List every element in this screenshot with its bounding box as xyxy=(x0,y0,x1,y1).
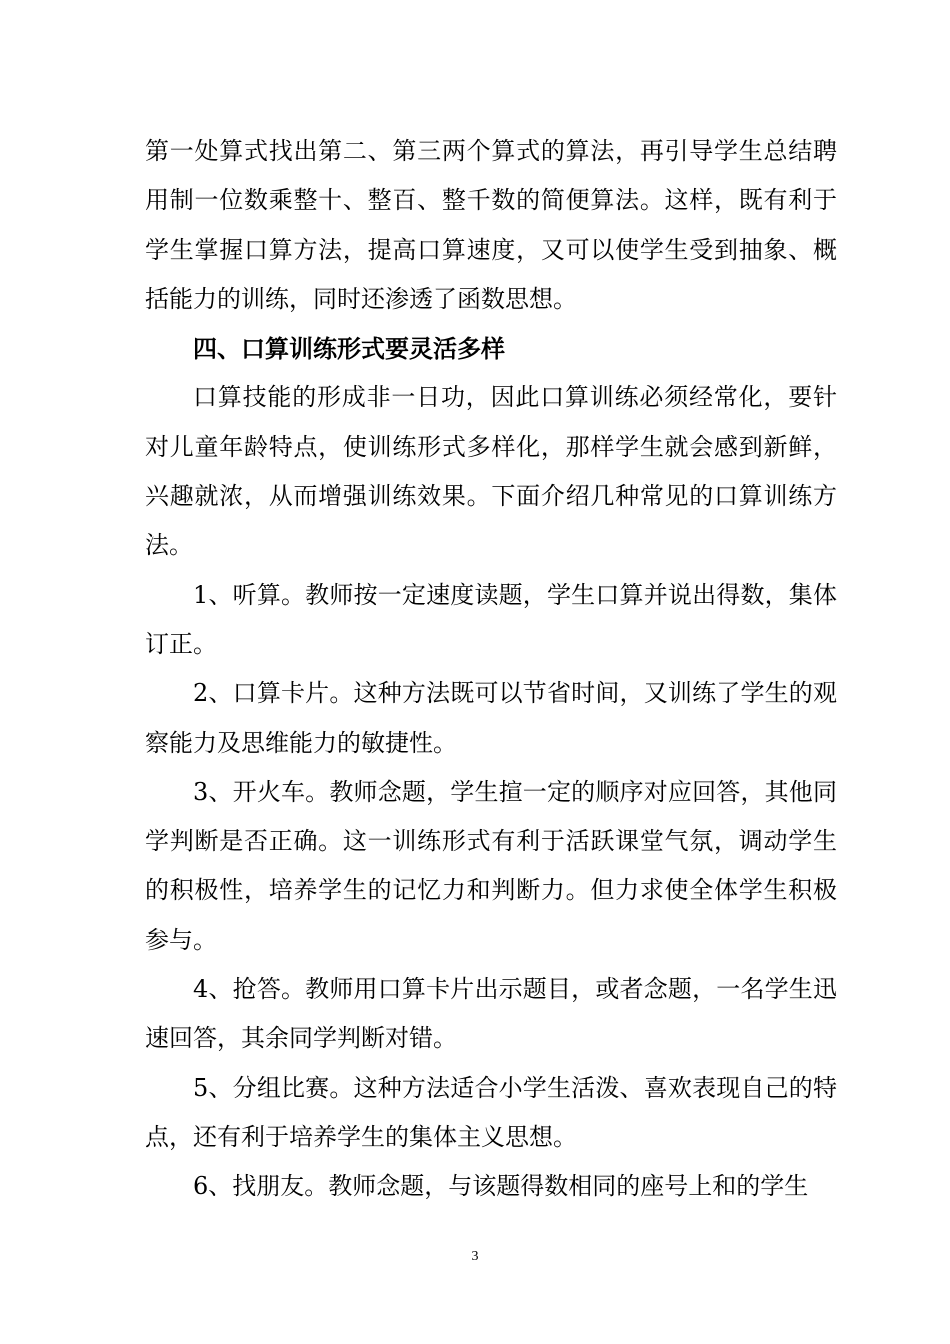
list-item-cards: 2、口算卡片。这种方法既可以节省时间，又训练了学生的观察能力及思维能力的敏捷性。 xyxy=(145,679,837,757)
list-item-listening: 1、听算。教师按一定速度读题，学生口算并说出得数，集体订正。 xyxy=(145,580,837,658)
list-item-find-friends: 6、找朋友。教师念题，与该题得数相同的座号上和的学生 xyxy=(193,1172,809,1201)
document-body xyxy=(145,127,837,1212)
page-number: 3 xyxy=(471,1249,479,1264)
list-item-train: 3、开火车。教师念题，学生揎一定的顺序对应回答，其他同学判断是否正确。这一训练形式有利于活跃课堂气氛，调动学生的积极性，培养学生的记忆力和判断力。但力求使全体学生积极参与。 xyxy=(145,777,837,954)
list-item-quick-answer: 4、抢答。教师用口算卡片出示题目，或者念题，一名学生迅速回答，其余同学判断对错。 xyxy=(145,975,837,1053)
paragraph-intro: 口算技能的形成非一日功，因此口算训练必须经常化，要针对儿童年龄特点，使训练形式多样化，那样学生就会感到新鲜，兴趣就浓，从而增强训练效果。下面介绍几种常见的口算训练方法。 xyxy=(145,383,837,560)
paragraph-continuation: 第一处算式找出第二、第三两个算式的算法，再引导学生总结聘用制一位数乘整十、整百、整千数的简便算法。这样，既有利于学生掌握口算方法，提高口算速度，又可以使学生受到抽象、概括能力的训练，同时还渗透了函数思想。 xyxy=(145,137,837,313)
list-item-group-contest: 5、分组比赛。这种方法适合小学生活泼、喜欢表现自己的特点，还有利于培养学生的集体主义思想。 xyxy=(145,1073,837,1151)
section-heading: 四、口算训练形式要灵活多样 xyxy=(193,334,505,364)
